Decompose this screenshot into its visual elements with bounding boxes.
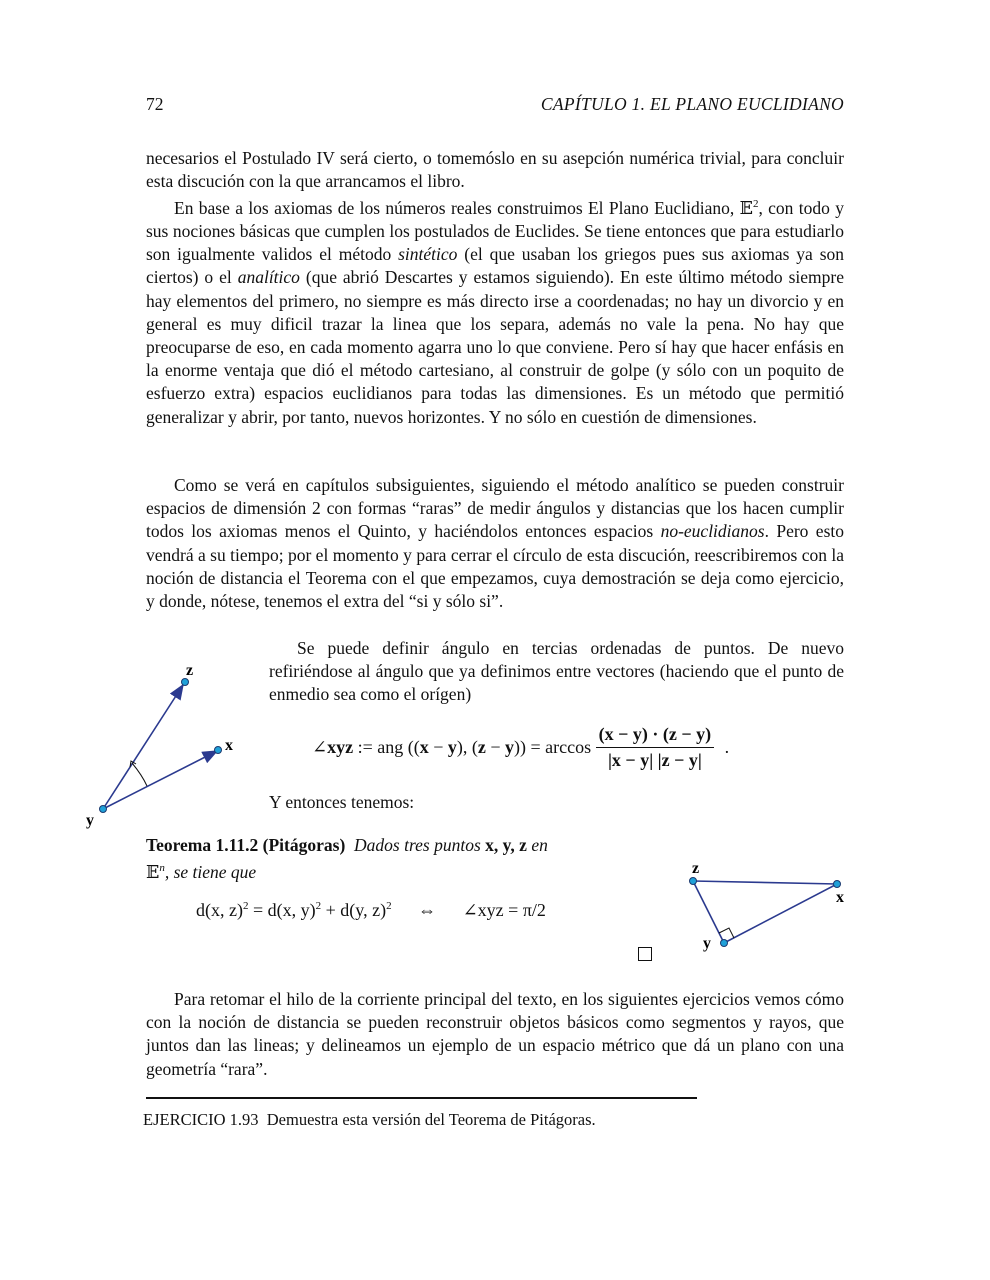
label-x: x (836, 889, 844, 906)
label-y: y (703, 935, 711, 952)
exercise-label: EJERCICIO 1.93 (143, 1110, 259, 1129)
angle-definition-formula: ∠xyz := ang ((x − y), (z − y)) = arccos $\frac{(x - y) \cdot (z - y)}{|x - y| |z - y|}$ . (312, 724, 730, 770)
side-zy (693, 881, 724, 943)
point-y (721, 940, 728, 947)
angle-arc (132, 763, 147, 786)
qed-box (638, 947, 652, 961)
vector-yz (103, 685, 183, 809)
page-number: 72 (146, 94, 164, 114)
point-y (100, 806, 107, 813)
pythagoras-formula: d(x, z)$^2$ = d(x, y)$^2$ + d(y, z)$^2$ ⇔ ∠xyz = π/2 (196, 900, 546, 920)
point-z (690, 878, 697, 885)
exercise-text: Demuestra esta versión del Teorema de Pitágoras. (266, 1110, 596, 1129)
arccos-fraction (596, 724, 714, 771)
theorem-title: Teorema 1.11.2 (Pitágoras) (146, 835, 346, 855)
angle-figure (80, 655, 250, 830)
paragraph-4: Se puede definir ángulo en tercias ordenadas de puntos. De nuevo refiriéndose al ángulo que ya definimos entre vectores (haciendo que el punto de enmedio sea como el orígen) (269, 638, 844, 705)
euclidean-space-symbol: 𝔼 (739, 197, 753, 218)
label-x: x (225, 737, 233, 754)
paragraph-6: Para retomar el hilo de la corriente principal del texto, en los siguientes ejercicios vemos cómo con la noción de distancia se pueden reconstruir objetos básicos como segmentos y rayos, que juntos dan las lineas; y delineamos un ejemplo de un espacio métrico que dá un plano con una geometría “rara”. (146, 989, 844, 1079)
exercise (143, 1110, 596, 1130)
side-zx (693, 881, 837, 884)
running-header (146, 94, 844, 118)
point-x (834, 881, 841, 888)
point-z (182, 679, 189, 686)
chapter-title: CAPÍTULO 1. EL PLANO EUCLIDIANO (540, 94, 844, 114)
paragraph-5: Y entonces tenemos: (269, 792, 415, 812)
paragraph-2: En base a los axiomas de los números reales construimos El Plano Euclidiano, 𝔼$^2$, con todo y sus nociones básicas que cumplen los postulados de Euclides. Se tiene entonces que para estudiarlo son igualmente validos el método sintético (el que usaban los griegos pues sus axiomas ya son ciertos) o el analítico (que abrió Descartes y estamos siguiendo). En este último método siempre hay elementos del primero, no siempre es más directo irse a coordenadas; no hay un divorcio y en general es muy dificil trazar la linea que los separa, además no vale la pena. No hay que preocuparse de eso, en cada momento agarra uno lo que conviene. Pero sí hay que hacer enfásis en la enorme ventaja que dió el método cartesiano, al construir de golpe (y sólo con un poquito de esfuerzo extra) espacios euclidianos para todas las dimensiones. Es un método que permitió generalizar y abrir, por tanto, nuevos horizontes. Y no sólo en cuestión de dimensiones. (146, 197, 845, 427)
vector-yx (103, 751, 217, 809)
right-triangle-figure (680, 856, 860, 956)
iff-symbol: ⇔ (418, 900, 437, 920)
theorem-statement: Teorema 1.11.2 (Pitágoras) Dados tres puntos x, y, z en 𝔼$^n$, se tiene que (146, 835, 548, 883)
label-z: z (186, 662, 194, 679)
paragraph-3: Como se verá en capítulos subsiguientes, siguiendo el método analítico se pueden construir espacios de dimensión 2 con formas “raras” de medir ángulos y distancias que los hacen cumplir todos los axiomas menos el Quinto, y haciéndolos entonces espacios no-euclidianos. Pero esto vendrá a su tiempo; por el momento y para cerrar el círculo de esta discución, reescribiremos con la noción de distancia el Teorema con el que empezamos, cuya demostración se deja como ejercicio, y donde, nótese, tenemos el extra del “si y sólo si”. (146, 475, 844, 612)
fraction-denominator: |x − y| |z − y| (607, 750, 702, 770)
label-z: z (692, 860, 700, 877)
paragraph-1: necesarios el Postulado IV será cierto, o tomemóslo en su asepción numérica trivial, para concluir esta discución con la que arrancamos el libro. (146, 148, 844, 192)
exercise-separator (146, 1097, 697, 1099)
point-x (215, 747, 222, 754)
fraction-numerator: (x − y) · (z − y) (596, 724, 714, 748)
label-y: y (86, 812, 94, 829)
side-yx (724, 884, 837, 943)
